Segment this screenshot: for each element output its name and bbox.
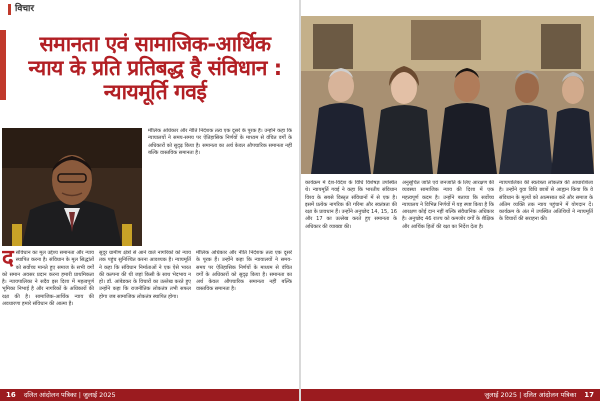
article-column-5: अनुसूचित जाति एवं जनजाति के लिए आरक्षण की व्यवस्था सामाजिक न्याय की दिशा में एक महत्वपूर्ण कदम है। उन्होंने बताया कि सर्वोच्च न्यायालय ने विभिन्न निर्णयों में यह स्पष्ट किया है कि आरक्षण कोई दान नहीं बल्कि संवैधानिक अधिकार है। अनुच्छेद 46 राज्य को कमजोर वर्गों के शैक्षिक और आर्थिक हितों की रक्षा का निर्देश देता है। (402, 180, 494, 230)
justice-gavai-photo (2, 128, 142, 246)
justice-gavai-illustration (2, 128, 142, 246)
article-column-6: न्यायपालिका की स्वतंत्रता लोकतंत्र की आधारशिला है। उन्होंने युवा विधि छात्रों से आह्वान किया कि वे संविधान के मूल्यों को आत्मसात करें और समाज के अंतिम व्यक्ति तक न्याय पहुंचाने में योगदान दें। कार्यक्रम के अंत में उपस्थित अतिथियों ने न्यायमूर्ति के विचारों की सराहना की। (499, 180, 593, 223)
column-text: संविधान का मूल उद्देश्य समानता और न्याय स्थापित करना है। संविधान के मूल सिद्धांतों को सर्वोच्च मानते हुए समाज के सभी वर्गों को समान अवसर प्रदान करना हमारी प्राथमिकता है। न्यायपालिका ने सदैव इस दिशा में महत्वपूर्ण भूमिका निभाई है और नागरिकों के अधिकारों की रक्षा की है। सामाजिक-आर्थिक न्याय की अवधारणा हमारे संविधान की आत्मा है। (2, 250, 94, 308)
footer-text: जुलाई 2025 | दलित आंदोलन पत्रिका (484, 391, 577, 399)
headline-accent-bar (0, 30, 6, 100)
footer-text: दलित आंदोलन पत्रिका | जुलाई 2025 (23, 391, 116, 399)
section-label: विचार (8, 4, 34, 15)
left-page (0, 0, 299, 401)
article-column-1 (2, 250, 94, 385)
article-column-4: कार्यक्रम में देश-विदेश के विधि विशेषज्ञ उपस्थित थे। न्यायमूर्ति गवई ने कहा कि भारतीय संविधान विश्व के सबसे विस्तृत संविधानों में से एक है। इसमें प्रत्येक नागरिक की गरिमा और स्वतंत्रता की रक्षा के प्रावधान हैं। उन्होंने अनुच्छेद 14, 15, 16 और 17 का उल्लेख करते हुए समानता के अधिकार की व्याख्या की। (305, 180, 397, 230)
article-column-2: सुदूर ग्रामीण क्षेत्रों से आने वाले नागरिकों को न्याय तक पहुंच सुनिश्चित करना आवश्यक है। न्यायमूर्ति ने कहा कि संविधान निर्माताओं ने एक ऐसे भारत की कल्पना की थी जहां किसी के साथ भेदभाव न हो। डॉ. आंबेडकर के विचारों का उल्लेख करते हुए उन्होंने कहा कि राजनीतिक लोकतंत्र तभी सफल होगा जब सामाजिक लोकतंत्र स्थापित होगा। (99, 250, 191, 300)
page-number: 17 (584, 391, 594, 399)
left-footer (0, 389, 299, 401)
drop-cap: द (2, 250, 14, 271)
article-headline: समानता एवं सामाजिक-आर्थिक न्याय के प्रति प्रतिबद्ध है संविधान : न्यायमूर्ति गवई (28, 32, 282, 104)
right-footer (301, 389, 600, 401)
article-column-3: मौलिक अधिकार और नीति निर्देशक तत्व एक दूसरे के पूरक हैं। उन्होंने कहा कि न्यायालयों ने समय-समय पर ऐतिहासिक निर्णयों के माध्यम से वंचित वर्गों के अधिकारों को सुदृढ़ किया है। समानता का अर्थ केवल औपचारिक समानता नहीं बल्कि वास्तविक समानता है। (196, 250, 292, 293)
right-page (301, 0, 600, 401)
page-number: 16 (6, 391, 16, 399)
article-column-top-right: मौलिक अधिकार और नीति निर्देशक तत्व एक दूसरे के पूरक हैं। उन्होंने कहा कि न्यायालयों ने समय-समय पर ऐतिहासिक निर्णयों के माध्यम से वंचित वर्गों के अधिकारों को सुदृढ़ किया है। समानता का अर्थ केवल औपचारिक समानता नहीं बल्कि वास्तविक समानता है। (148, 128, 292, 156)
group-photo (301, 16, 594, 174)
group-photo-illustration (301, 16, 594, 174)
